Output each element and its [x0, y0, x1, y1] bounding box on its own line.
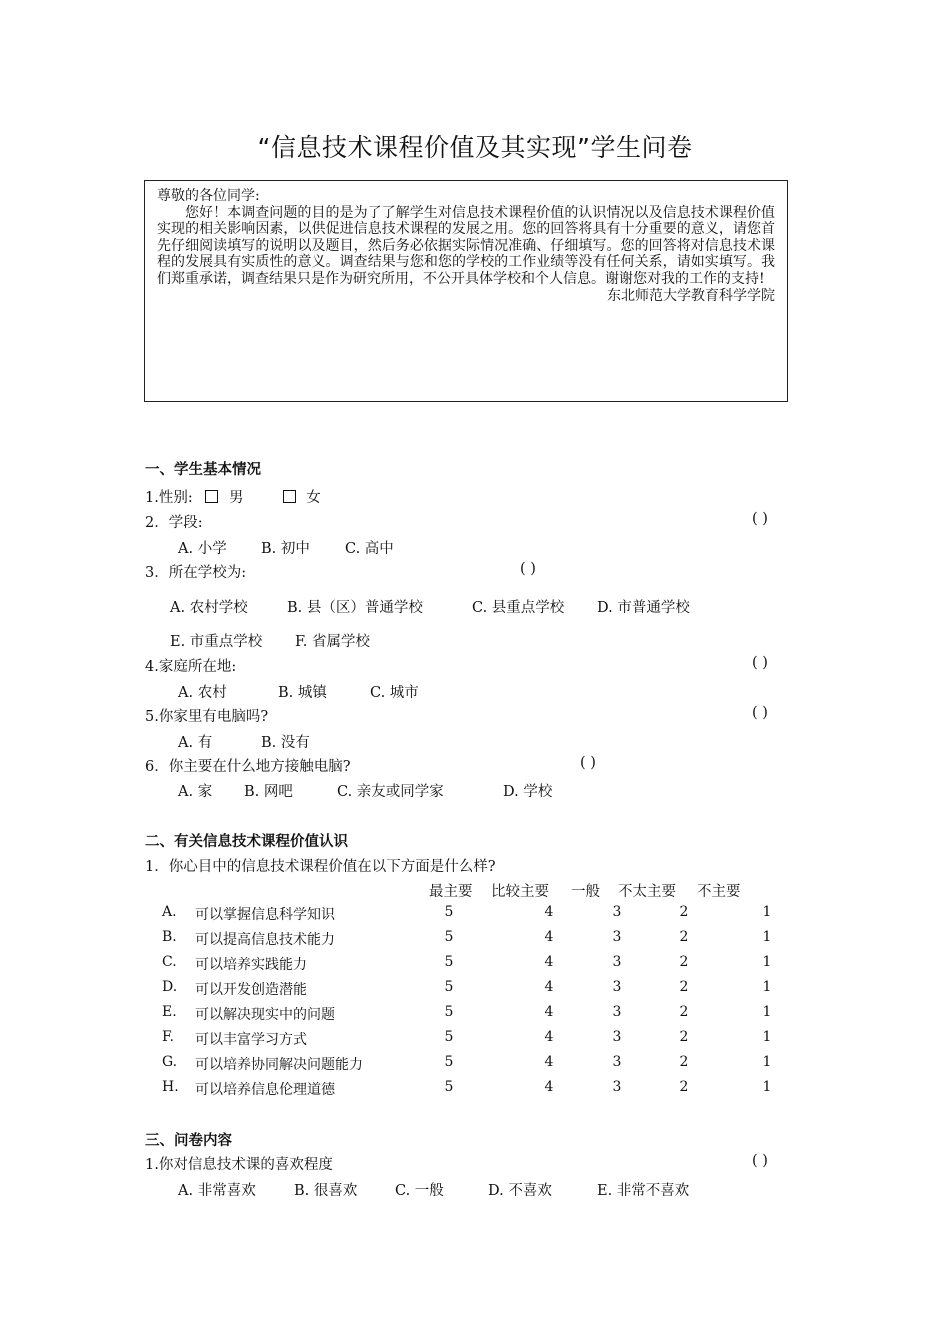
- female-label: 女: [306, 490, 321, 506]
- rating-score-option[interactable]: 4: [544, 1079, 554, 1095]
- rating-row-letter: B.: [162, 929, 177, 945]
- rating-score-option[interactable]: 1: [762, 1029, 772, 1045]
- rating-score-option[interactable]: 1: [762, 1054, 772, 1070]
- rating-score-option[interactable]: 1: [762, 929, 772, 945]
- rating-score-option[interactable]: 1: [762, 979, 772, 995]
- q3-label: 3．所在学校为:: [145, 565, 247, 581]
- s3-q1-option-b[interactable]: B. 很喜欢: [294, 1183, 358, 1199]
- rating-score-option[interactable]: 3: [612, 1054, 622, 1070]
- rating-score-option[interactable]: 4: [544, 929, 554, 945]
- rating-row-letter: D.: [162, 979, 178, 995]
- rating-score-option[interactable]: 4: [544, 1029, 554, 1045]
- q6-answer-paren[interactable]: ( ): [580, 755, 596, 771]
- q2-option-c[interactable]: C. 高中: [345, 541, 394, 557]
- rating-row-letter: A.: [162, 904, 177, 920]
- rating-row-letter: G.: [162, 1054, 178, 1070]
- rating-score-option[interactable]: 3: [612, 954, 622, 970]
- intro-greeting: 尊敬的各位同学:: [157, 188, 260, 204]
- rating-score-option[interactable]: 3: [612, 979, 622, 995]
- scale-head-not: 不主要: [697, 884, 741, 900]
- rating-row-letter: C.: [162, 954, 177, 970]
- intro-signature: 东北师范大学教育科学学院: [607, 287, 775, 304]
- q2-label: 2．学段:: [145, 515, 203, 531]
- scale-head-not-very: 不太主要: [618, 884, 676, 900]
- rating-score-option[interactable]: 2: [679, 954, 689, 970]
- s3-q1-option-e[interactable]: E. 非常不喜欢: [597, 1183, 690, 1199]
- rating-row-text: 可以培养信息伦理道德: [195, 1082, 335, 1098]
- q6-option-c[interactable]: C. 亲友或同学家: [337, 784, 444, 800]
- q3-option-a[interactable]: A. 农村学校: [170, 600, 248, 616]
- q3-option-b[interactable]: B. 县（区）普通学校: [287, 600, 423, 616]
- q6-label: 6．你主要在什么地方接触电脑?: [145, 759, 351, 775]
- rating-score-option[interactable]: 3: [612, 929, 622, 945]
- male-checkbox[interactable]: [205, 490, 218, 503]
- q6-option-b[interactable]: B. 网吧: [244, 784, 293, 800]
- rating-score-option[interactable]: 1: [762, 1079, 772, 1095]
- q4-label: 4.家庭所在地:: [145, 659, 237, 675]
- rating-score-option[interactable]: 2: [679, 1079, 689, 1095]
- rating-score-option[interactable]: 5: [444, 1079, 454, 1095]
- rating-score-option[interactable]: 4: [544, 904, 554, 920]
- q4-option-b[interactable]: B. 城镇: [278, 685, 327, 701]
- q6-option-a[interactable]: A. 家: [178, 784, 213, 800]
- rating-score-option[interactable]: 4: [544, 1004, 554, 1020]
- q4-option-c[interactable]: C. 城市: [370, 685, 419, 701]
- rating-score-option[interactable]: 2: [679, 979, 689, 995]
- rating-score-option[interactable]: 2: [679, 929, 689, 945]
- rating-score-option[interactable]: 4: [544, 1054, 554, 1070]
- rating-score-option[interactable]: 5: [444, 979, 454, 995]
- rating-score-option[interactable]: 4: [544, 979, 554, 995]
- rating-score-option[interactable]: 5: [444, 954, 454, 970]
- rating-row-text: 可以提高信息技术能力: [195, 932, 335, 948]
- rating-score-option[interactable]: 5: [444, 929, 454, 945]
- q4-option-a[interactable]: A. 农村: [178, 685, 227, 701]
- s3-q1-answer-paren[interactable]: ( ): [752, 1153, 768, 1169]
- q1-label: 1.性别:: [145, 490, 193, 506]
- q5-answer-paren[interactable]: ( ): [752, 705, 768, 721]
- rating-score-option[interactable]: 2: [679, 904, 689, 920]
- q1-gender: [145, 486, 321, 507]
- q2-answer-paren[interactable]: ( ): [752, 511, 768, 527]
- rating-row-text: 可以开发创造潜能: [195, 982, 307, 998]
- section3-heading: 三、问卷内容: [145, 1133, 232, 1149]
- rating-score-option[interactable]: 5: [444, 1054, 454, 1070]
- rating-row-text: 可以解决现实中的问题: [195, 1007, 335, 1023]
- rating-row-letter: F.: [162, 1029, 174, 1045]
- s3-q1-label: 1.你对信息技术课的喜欢程度: [145, 1157, 333, 1173]
- s3-q1-option-d[interactable]: D. 不喜欢: [488, 1183, 552, 1199]
- q3-option-e[interactable]: E. 市重点学校: [170, 634, 263, 650]
- scale-head-fairly: 比较主要: [491, 884, 549, 900]
- male-label: 男: [228, 490, 244, 506]
- s3-q1-option-c[interactable]: C. 一般: [395, 1183, 444, 1199]
- rating-row-letter: H.: [162, 1079, 179, 1095]
- q3-answer-paren[interactable]: ( ): [520, 561, 536, 577]
- intro-box: [144, 180, 788, 402]
- rating-score-option[interactable]: 4: [544, 954, 554, 970]
- q5-option-a[interactable]: A. 有: [178, 735, 213, 751]
- rating-score-option[interactable]: 3: [612, 1079, 622, 1095]
- q3-option-f[interactable]: F. 省属学校: [295, 634, 371, 650]
- q2-option-b[interactable]: B. 初中: [261, 541, 310, 557]
- s3-q1-option-a[interactable]: A. 非常喜欢: [178, 1183, 256, 1199]
- scale-head-most: 最主要: [429, 884, 473, 900]
- section2-q1-label: 1．你心目中的信息技术课程价值在以下方面是什么样?: [145, 859, 496, 875]
- rating-score-option[interactable]: 5: [444, 904, 454, 920]
- q3-option-d[interactable]: D. 市普通学校: [597, 600, 690, 616]
- q5-label: 5.你家里有电脑吗?: [145, 709, 269, 725]
- rating-score-option[interactable]: 5: [444, 1004, 454, 1020]
- section1-heading: 一、学生基本情况: [145, 462, 261, 478]
- section2-heading: 二、有关信息技术课程价值认识: [145, 834, 348, 850]
- q5-option-b[interactable]: B. 没有: [261, 735, 310, 751]
- rating-score-option[interactable]: 3: [612, 904, 622, 920]
- intro-body: 您好！本调查问题的目的是为了了解学生对信息技术课程价值的认识情况以及信息技术课程价值实现的相关影响因素，以供促进信息技术课程的发展之用。您的回答将具有十分重要的意义，请您首先仔细阅读填写的说明以及题目，然后务必依据实际情况准确、仔细填写。您的回答将对信息技术课程的发展具有实质性的意义。调查结果与您和您的学校的工作业绩等没有任何关系，请如实填写。我们郑重承诺，调查结果只是作为研究所用，不公开具体学校和个人信息。谢谢您对我的工作的支持!: [157, 204, 775, 287]
- q3-option-c[interactable]: C. 县重点学校: [472, 600, 565, 616]
- rating-score-option[interactable]: 2: [679, 1004, 689, 1020]
- rating-row-text: 可以培养协同解决问题能力: [195, 1057, 363, 1073]
- rating-score-option[interactable]: 3: [612, 1029, 622, 1045]
- rating-score-option[interactable]: 2: [679, 1054, 689, 1070]
- rating-row-text: 可以丰富学习方式: [195, 1032, 307, 1048]
- rating-score-option[interactable]: 1: [762, 904, 772, 920]
- q2-option-a[interactable]: A. 小学: [178, 541, 227, 557]
- rating-score-option[interactable]: 3: [612, 1004, 622, 1020]
- q4-answer-paren[interactable]: ( ): [752, 655, 768, 671]
- rating-score-option[interactable]: 5: [444, 1029, 454, 1045]
- rating-score-option[interactable]: 1: [762, 954, 772, 970]
- rating-row-text: 可以掌握信息科学知识: [195, 907, 335, 923]
- female-checkbox[interactable]: [283, 490, 296, 503]
- rating-row-text: 可以培养实践能力: [195, 957, 307, 973]
- q6-option-d[interactable]: D. 学校: [503, 784, 553, 800]
- page-title: “信息技术课程价值及其实现”学生问卷: [257, 133, 693, 162]
- rating-row-letter: E.: [162, 1004, 177, 1020]
- scale-head-neutral: 一般: [571, 884, 600, 900]
- rating-score-option[interactable]: 2: [679, 1029, 689, 1045]
- rating-score-option[interactable]: 1: [762, 1004, 772, 1020]
